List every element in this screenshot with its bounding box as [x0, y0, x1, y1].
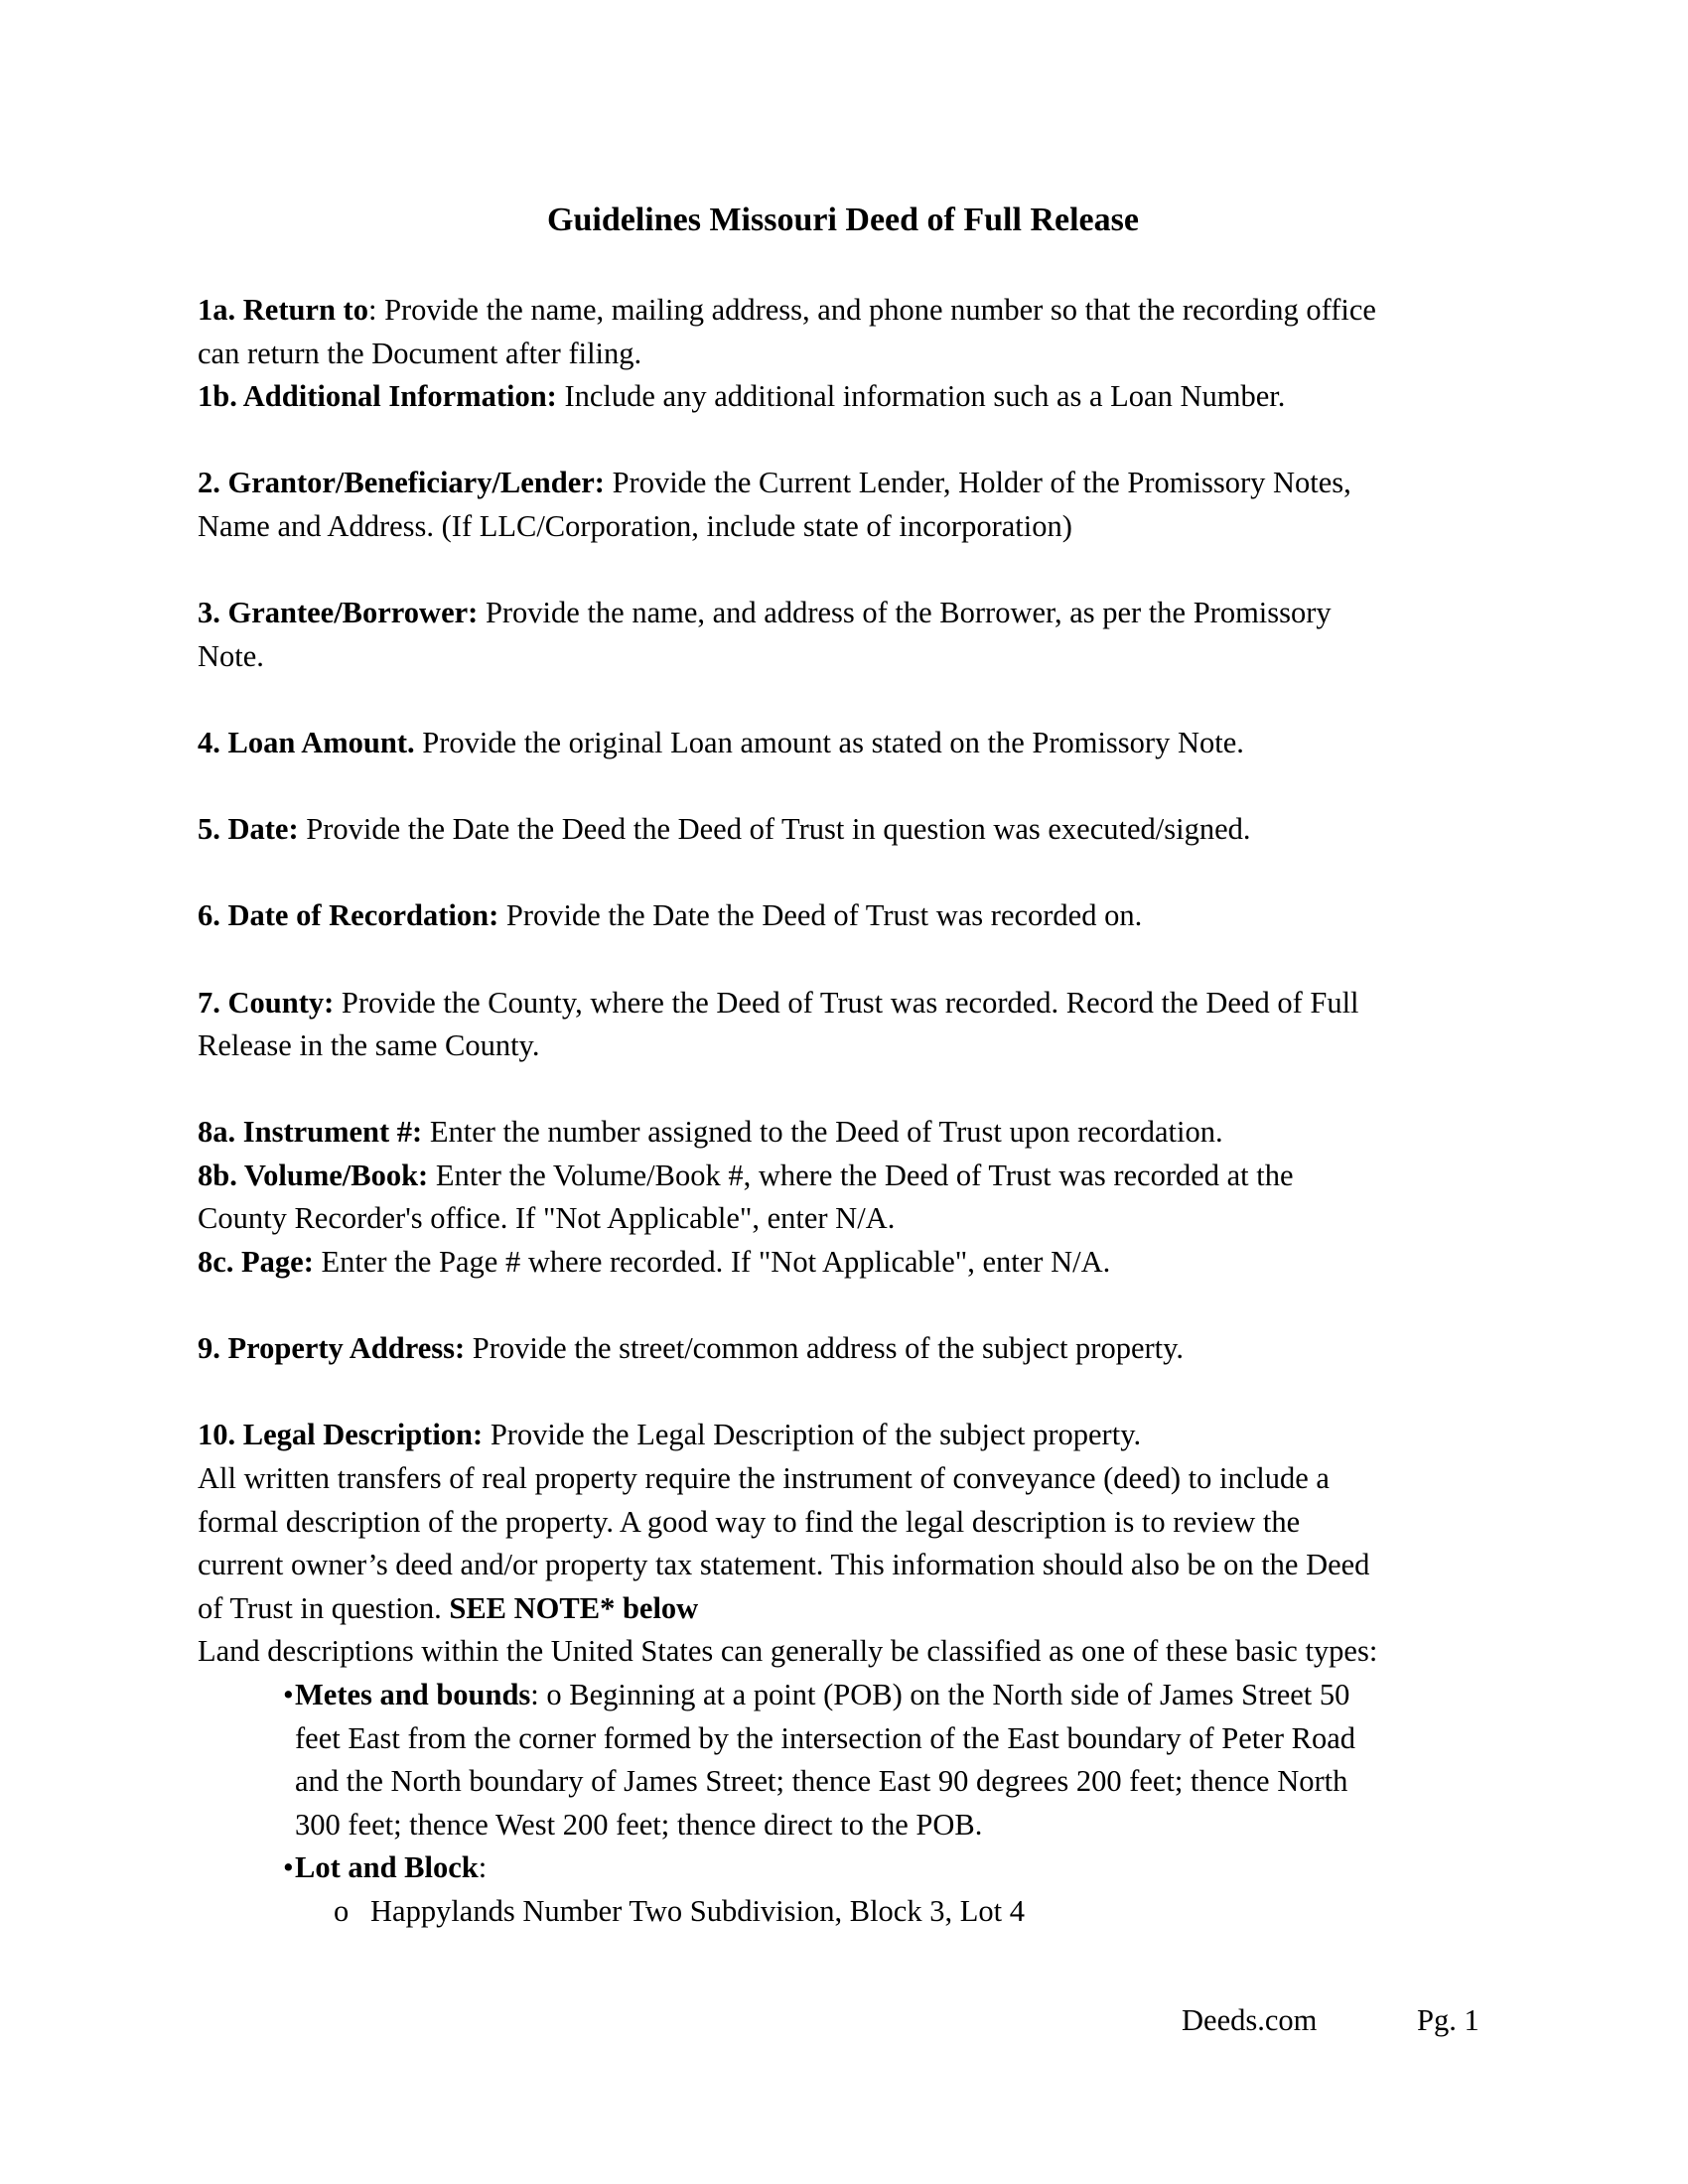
section-10-text: Provide the Legal Description of the subject property. — [483, 1418, 1142, 1452]
bullet-text: o Beginning at a point (POB) on the North side of James Street 50 — [538, 1678, 1350, 1711]
section-4 — [198, 722, 1488, 765]
bullet-label: Lot and Block — [295, 1850, 479, 1885]
section-8b-continued: County Recorder's office. If "Not Applicable", enter N/A. — [198, 1201, 896, 1236]
section-3-text: Provide the name, and address of the Borrower, as per the Promissory — [478, 596, 1332, 630]
bullet-colon: : — [478, 1850, 488, 1885]
section-5-label: 5. Date: — [198, 812, 299, 847]
bullet-label: Metes and bounds — [295, 1678, 531, 1711]
section-1a — [198, 289, 1488, 333]
bullet-colon: : — [530, 1678, 539, 1711]
section-8c-text: Enter the Page # where recorded. If "Not Applicable", enter N/A. — [313, 1245, 1111, 1280]
see-note: SEE NOTE* below — [449, 1590, 699, 1625]
section-9-text: Provide the street/common address of the subject property. — [465, 1331, 1185, 1366]
section-9-label: 9. Property Address: — [198, 1331, 466, 1366]
bullet-marker: • — [283, 1850, 294, 1885]
section-2 — [198, 462, 1488, 505]
section-4-text: Provide the original Loan amount as stated on the Promissory Note. — [414, 725, 1244, 759]
section-8a-label: 8a. Instrument #: — [198, 1115, 423, 1150]
section-6-label: 6. Date of Recordation: — [198, 898, 499, 933]
section-1a-label: 1a. Return to — [198, 293, 368, 327]
section-10 — [198, 1414, 1488, 1457]
section-7-continued: Release in the same County. — [198, 1028, 540, 1063]
sub-bullet-text: Happylands Number Two Subdivision, Block 3, Lot 4 — [370, 1893, 1025, 1928]
bullet-marker: • — [283, 1678, 294, 1711]
section-1a-text: : Provide the name, mailing address, and phone number so that the recording office — [367, 293, 1376, 327]
section-8b-text: Enter the Volume/Book #, where the Deed of Trust was recorded at the — [428, 1158, 1294, 1192]
document-body — [198, 289, 1488, 1934]
section-4-label: 4. Loan Amount. — [198, 725, 415, 759]
bullet-metes-and-bounds — [198, 1674, 1488, 1717]
section-10-paragraph-line: All written transfers of real property require the instrument of conveyance (deed) to include a — [198, 1461, 1330, 1496]
sub-bullet-marker: o — [334, 1893, 350, 1928]
footer-site: Deeds.com — [1182, 2003, 1318, 2037]
section-8a-text: Enter the number assigned to the Deed of Trust upon recordation. — [422, 1115, 1223, 1150]
section-1b — [198, 375, 1488, 419]
bullet-continued: feet East from the corner formed by the intersection of the East boundary of Peter Road — [295, 1720, 1355, 1755]
section-5 — [198, 808, 1488, 852]
bullet-lot-and-block — [198, 1846, 1488, 1890]
section-10-label: 10. Legal Description: — [198, 1418, 484, 1452]
document-title: Guidelines Missouri Deed of Full Release — [547, 202, 1139, 238]
sub-bullet-item — [198, 1890, 1488, 1934]
section-10-paragraph-line: formal description of the property. A good way to find the legal description is to review the — [198, 1504, 1301, 1539]
section-10-paragraph-line: current owner’s deed and/or property tax statement. This information should also be on the Deed — [198, 1548, 1370, 1582]
section-2-continued: Name and Address. (If LLC/Corporation, include state of incorporation) — [198, 508, 1072, 543]
section-8a — [198, 1111, 1488, 1155]
section-10-paragraph-line — [198, 1587, 1488, 1631]
bullet-continued: 300 feet; thence West 200 feet; thence direct to the POB. — [295, 1807, 983, 1842]
section-3 — [198, 592, 1488, 635]
section-10-text: of Trust in question. — [198, 1590, 450, 1625]
section-5-text: Provide the Date the Deed the Deed of Trust in question was executed/signed. — [298, 812, 1251, 847]
section-7-text: Provide the County, where the Deed of Trust was recorded. Record the Deed of Full — [334, 985, 1359, 1020]
footer-page-number: Pg. 1 — [1417, 2003, 1479, 2037]
section-8c — [198, 1241, 1488, 1285]
section-3-continued: Note. — [198, 638, 264, 673]
section-2-label: 2. Grantor/Beneficiary/Lender: — [198, 466, 605, 500]
section-2-text: Provide the Current Lender, Holder of the Promissory Notes, — [604, 466, 1351, 500]
section-3-label: 3. Grantee/Borrower: — [198, 596, 479, 630]
section-7 — [198, 982, 1488, 1025]
section-1b-label: 1b. Additional Information: — [198, 379, 557, 414]
section-1b-text: Include any additional information such as a Loan Number. — [556, 379, 1286, 414]
section-8b — [198, 1155, 1488, 1198]
section-7-label: 7. County: — [198, 985, 335, 1020]
section-10-paragraph-line: Land descriptions within the United States can generally be classified as one of these basic types: — [198, 1634, 1378, 1669]
section-6 — [198, 894, 1488, 938]
section-1a-continued: can return the Document after filing. — [198, 336, 642, 370]
bullet-continued: and the North boundary of James Street; thence East 90 degrees 200 feet; thence North — [295, 1764, 1348, 1799]
section-6-text: Provide the Date the Deed of Trust was recorded on. — [498, 898, 1143, 933]
section-8b-label: 8b. Volume/Book: — [198, 1158, 429, 1192]
section-9 — [198, 1327, 1488, 1371]
section-8c-label: 8c. Page: — [198, 1245, 314, 1280]
